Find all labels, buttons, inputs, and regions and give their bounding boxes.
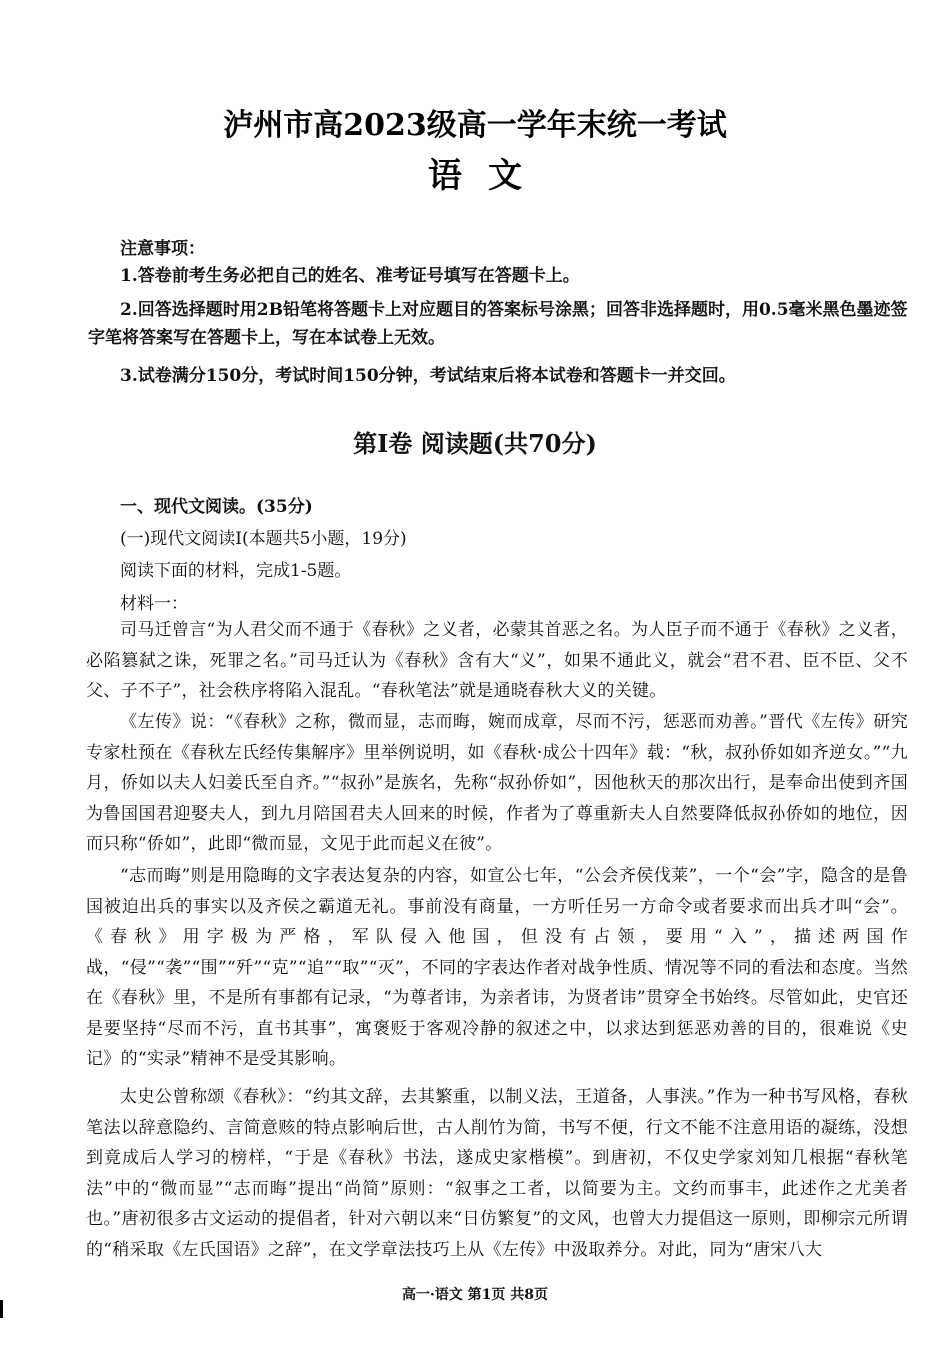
passage-paragraph: 太史公曾称颂《春秋》：“约其文辞，去其繁重，以制义法，王道备，人事浃。”作为一种书写风格，春秋笔法以辞意隐约、言简意赅的特点影响后世，古人削竹为简，书写不便，行文不能不注意用语的凝练，没想到竟成后人学习的榜样，“于是《春秋》书法，遂成史家楷模”。到唐初，不仅史学家刘知几根据“春秋笔法”中的“微而显”“志而晦”提出“尚简”原则：“叙事之工者，以简要为主。文约而事丰，此述作之尤美者也。”唐初很多古文运动的提倡者，针对六朝以来“日仿繁复”的文风，也曾大力提倡这一原则，即柳宗元所谓的“稍采取《左氏国语》之辞”，在文学章法技巧上从《左传》中汲取养分。对此，同为“唐宋八大 <box>86 1087 908 1260</box>
part-heading: 一、现代文阅读。(35分) <box>120 497 313 517</box>
passage-paragraph: 司马迁曾言“为人君父而不通于《春秋》之义者，必蒙其首恶之名。为人臣子而不通于《春秋》之义者，必陷篡弑之诛，死罪之名。”司马迁认为《春秋》含有大“义”，如果不通此义，就会“君不君、臣不臣、父不父、子不子”，社会秩序将陷入混乱。“春秋笔法”就是通晓春秋大义的关键。 <box>86 620 908 701</box>
material-label: 材料一： <box>120 594 188 614</box>
notice-item: 2.回答选择题时用2B铅笔将答题卡上对应题目的答案标号涂黑；回答非选择题时，用0.5毫米黑色墨迹签字笔将答案写在答题卡上，写在本试卷上无效。 <box>88 300 908 348</box>
notice-item: 3.试卷满分150分，考试时间150分钟，考试结束后将本试卷和答题卡一并交回。 <box>120 366 736 386</box>
page-footer: 高一·语文 第1页 共8页 <box>401 1287 549 1303</box>
subpart-heading: (一)现代文阅读Ⅰ(本题共5小题，19分) <box>120 529 407 549</box>
subject-title: 语文 <box>428 156 548 196</box>
notice-heading: 注意事项： <box>120 239 205 259</box>
section-title: 第Ⅰ卷 阅读题(共70分) <box>353 429 597 458</box>
scan-edge-mark <box>0 1300 3 1318</box>
passage-paragraph: 《左传》说：“《春秋》之称，微而显，志而晦，婉而成章，尽而不污，惩恶而劝善。”晋代《左传》研究专家杜预在《春秋左氏经传集解序》里举例说明，如《春秋·成公十四年》载：“秋，叔孙侨如如齐逆女。”“九月，侨如以夫人妇姜氏至自齐。”“叔孙”是族名，先称“叔孙侨如”，因他秋天的那次出行，是奉命出使到齐国为鲁国国君迎娶夫人，到九月陪国君夫人回来的时候，作者为了尊重新夫人自然要降低叔孙侨如的地位，因而只称“侨如”，此即“微而显，文见于此而起义在彼”。 <box>86 712 908 854</box>
instruction-text: 阅读下面的材料，完成1-5题。 <box>120 561 352 581</box>
notice-item: 1.答卷前考生务必把自己的姓名、准考证号填写在答题卡上。 <box>120 266 580 286</box>
passage-paragraph: “志而晦”则是用隐晦的文字表达复杂的内容，如宣公七年，“公会齐侯伐莱”，一个“会”字，隐含的是鲁国被迫出兵的事实以及齐侯之霸道无礼。事前没有商量，一方听任另一方命令或者要求而出兵才叫“会”。《春秋》用字极为严格，军队侵入他国，但没有占领，要用“入”，描述两国作战，“侵”“袭”“围”“歼”“克”“追”“取”“灭”，不同的字表达作者对战争性质、情况等不同的看法和态度。当然在《春秋》里，不是所有事都有记录，“为尊者讳，为亲者讳，为贤者讳”贯穿全书始终。尽管如此，史官还是要坚持“尽而不污，直书其事”，寓褒贬于客观冷静的叙述之中，以求达到惩恶劝善的目的，很难说《史记》的“实录”精神不是受其影响。 <box>86 866 908 1069</box>
exam-title: 泸州市高2023级高一学年末统一考试 <box>223 108 727 143</box>
